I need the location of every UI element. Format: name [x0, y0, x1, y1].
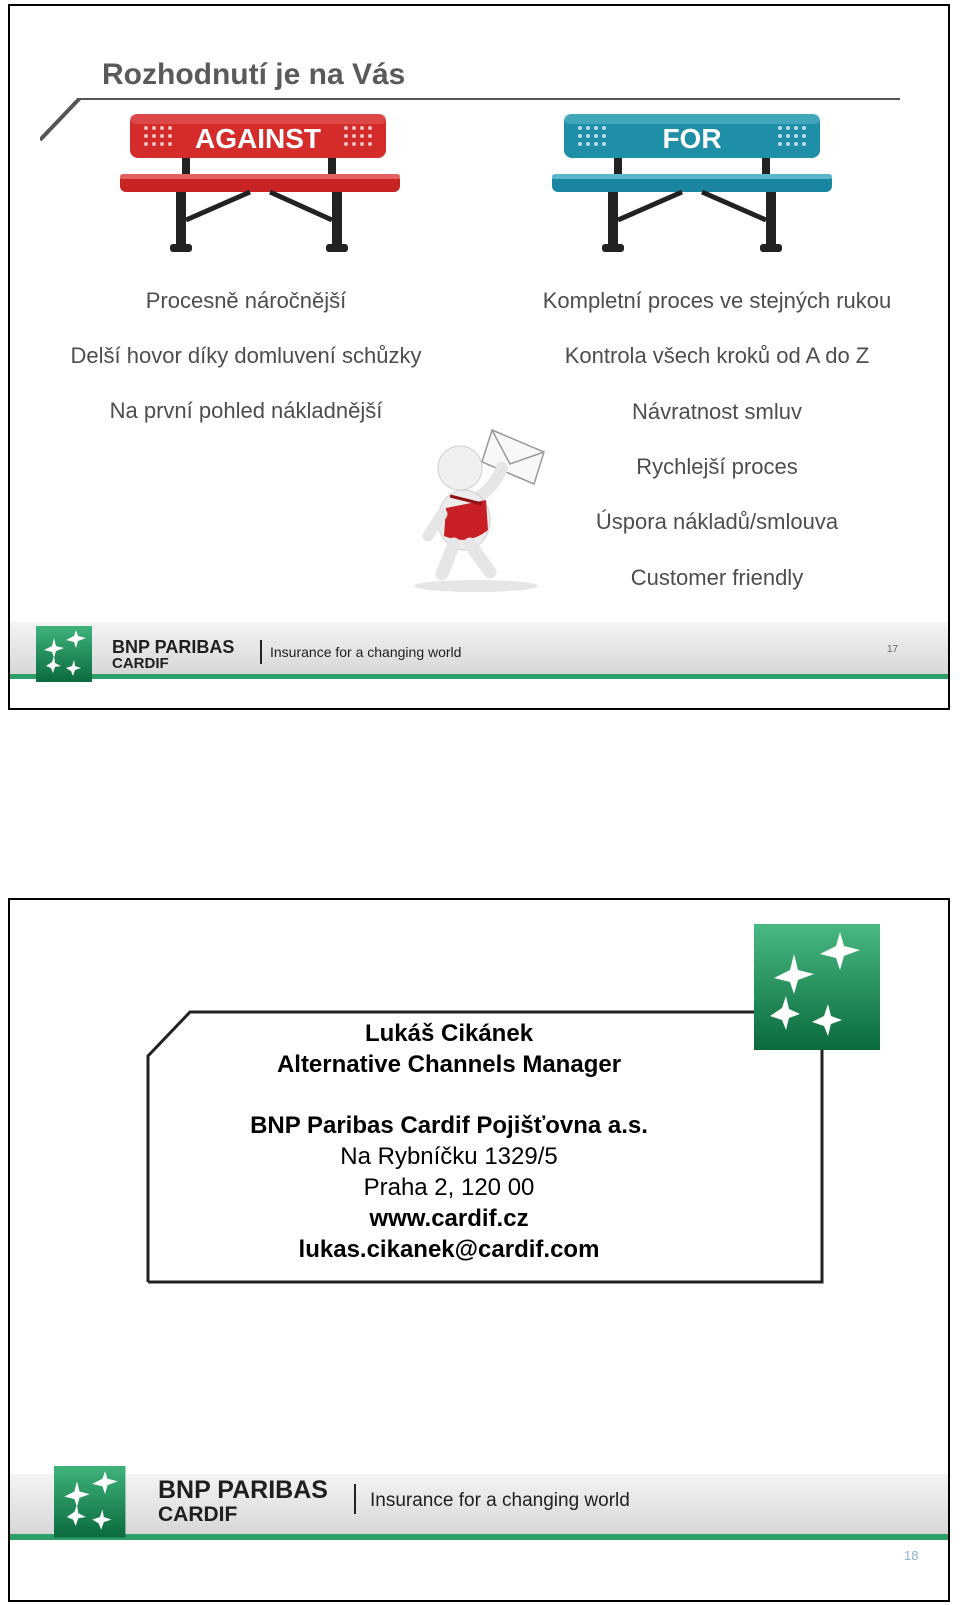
contact-position: Alternative Channels Manager — [276, 1051, 622, 1078]
page-number: 18 — [904, 1548, 919, 1563]
brand-name-line1: BNP PARIBAS — [112, 637, 235, 657]
footer-tagline: Insurance for a changing world — [370, 1490, 630, 1511]
slide-18 — [8, 898, 950, 1602]
brand-name-line2: CARDIF — [112, 655, 169, 672]
for-point: Úspora nákladů/smlouva — [595, 509, 839, 534]
contact-email-link[interactable]: lukas.cikanek@cardif.com — [298, 1236, 600, 1263]
contact-name: Lukáš Cikánek — [364, 1020, 534, 1047]
against-point: Na první pohled nákladnější — [109, 398, 383, 423]
against-label: AGAINST — [195, 123, 321, 154]
for-point: Kompletní proces ve stejných rukou — [542, 288, 892, 313]
brand-name-line2: CARDIF — [158, 1503, 238, 1526]
slide-footer — [10, 622, 948, 708]
bnp-paribas-logo — [54, 1466, 128, 1540]
contact-company: BNP Paribas Cardif Pojišťovna a.s. — [250, 1112, 648, 1139]
contact-city: Praha 2, 120 00 — [363, 1174, 535, 1201]
slide-footer — [10, 1460, 948, 1600]
for-point: Kontrola všech kroků od A do Z — [564, 343, 870, 368]
slide-17 — [8, 4, 950, 710]
for-point: Rychlejší proces — [636, 454, 798, 479]
for-point: Customer friendly — [630, 565, 804, 590]
for-label: FOR — [662, 123, 722, 154]
contact-street: Na Rybníčku 1329/5 — [340, 1143, 558, 1170]
against-bench-image — [120, 112, 400, 254]
against-point: Delší hovor díky domluvení schůzky — [70, 343, 422, 368]
slide-title: Rozhodnutí je na Vás — [102, 58, 406, 91]
bnp-paribas-logo — [754, 924, 884, 1054]
for-bench-image — [552, 112, 832, 254]
footer-tagline: Insurance for a changing world — [270, 644, 462, 660]
page-number: 17 — [887, 644, 899, 655]
against-point: Procesně náročnější — [145, 288, 347, 313]
brand-name-line1: BNP PARIBAS — [158, 1476, 328, 1504]
mailman-figure — [406, 424, 556, 594]
for-point: Návratnost smluv — [632, 399, 802, 424]
bnp-paribas-logo — [36, 626, 94, 684]
contact-web-link[interactable]: www.cardif.cz — [369, 1205, 529, 1232]
